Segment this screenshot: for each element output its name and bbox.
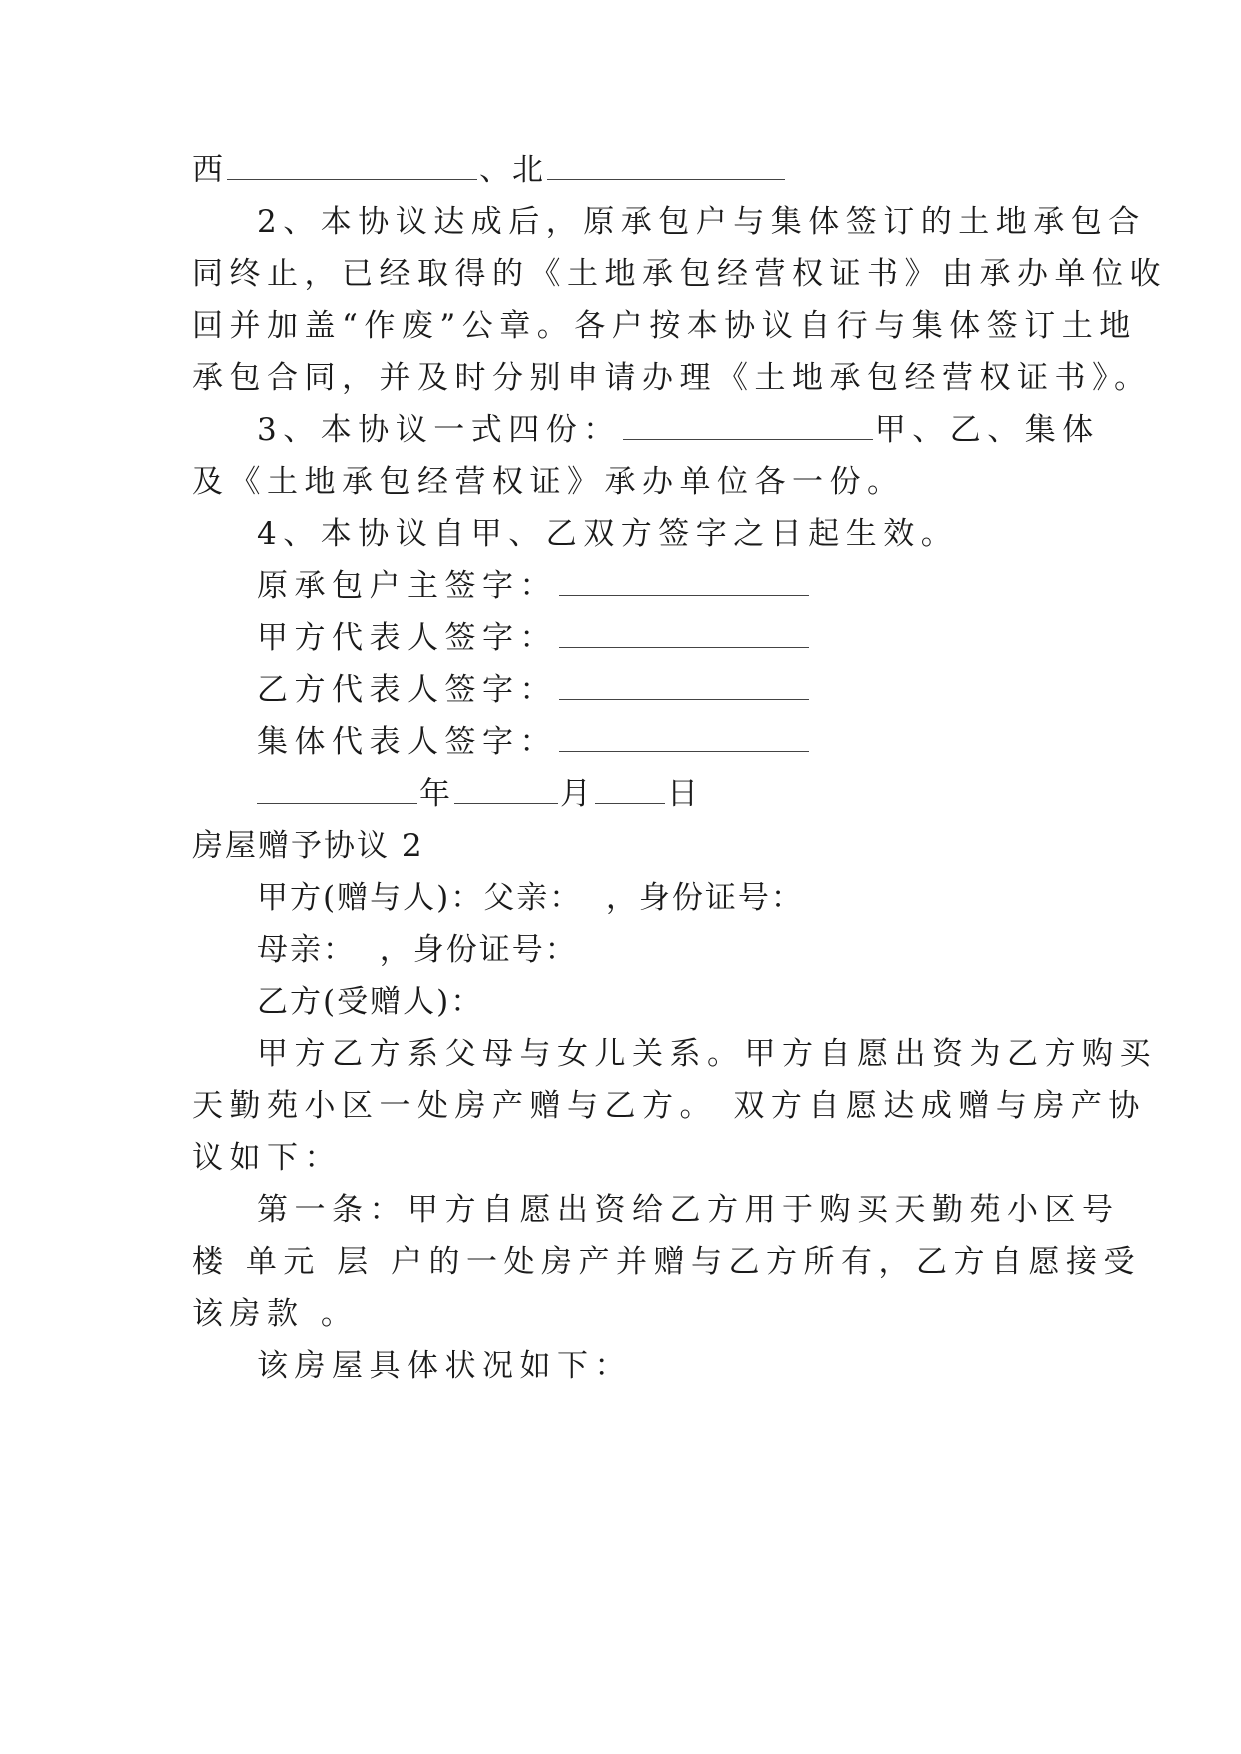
- house-condition-heading: 该房屋具体状况如下：: [257, 1348, 632, 1384]
- party-a-donor: 甲方(赠与人)：父亲： ，身份证号：: [257, 880, 804, 916]
- blank-north: [547, 153, 785, 180]
- signature-label-original: 原承包户主签字：: [257, 568, 557, 604]
- blank-year: [257, 777, 417, 804]
- signature-blank-original: [559, 569, 809, 596]
- blank-month: [454, 777, 558, 804]
- signature-collective: [257, 722, 811, 762]
- signature-label-party-b: 乙方代表人签字：: [257, 672, 557, 708]
- party-b-recipient: 乙方(受赠人)：: [257, 984, 484, 1020]
- clause-2-line-3: 回并加盖“作废”公章。各户按本协议自行与集体签订土地: [192, 308, 1137, 344]
- clause-3-line-2: 及《土地承包经营权证》承办单位各一份。: [192, 464, 905, 500]
- clause-2-line-1: 2、本协议达成后，原承包户与集体签订的土地承包合: [257, 204, 1146, 240]
- signature-blank-collective: [559, 725, 809, 752]
- boundary-line-west-north: [192, 150, 787, 190]
- signature-party-b: [257, 670, 811, 710]
- clause-3-text-a: 3、本协议一式四份：: [257, 412, 621, 448]
- signature-label-collective: 集体代表人签字：: [257, 724, 557, 760]
- clause-2-line-2: 同终止，已经取得的《土地承包经营权证书》由承办单位收: [192, 256, 1167, 292]
- date-month-label: 月: [560, 776, 593, 812]
- party-a-mother: 母亲： ，身份证号：: [257, 932, 578, 968]
- signature-blank-party-a: [559, 621, 809, 648]
- blank-copies: [623, 413, 873, 440]
- signature-label-party-a: 甲方代表人签字：: [257, 620, 557, 656]
- article-1-line-1: 第一条：甲方自愿出资给乙方用于购买天勤苑小区号: [257, 1192, 1120, 1228]
- relationship-line-2: 天勤苑小区一处房产赠与乙方。 双方自愿达成赠与房产协: [192, 1088, 1146, 1124]
- signature-blank-party-b: [559, 673, 809, 700]
- blank-day: [595, 777, 665, 804]
- text-west: 西: [192, 152, 225, 188]
- relationship-line-3: 议如下：: [192, 1140, 342, 1176]
- signature-party-a: [257, 618, 811, 658]
- section-title-gift-agreement-2: 房屋赠予协议 2: [192, 828, 424, 864]
- signature-original-household: [257, 566, 811, 606]
- article-1-line-2: 楼 单元 层 户的一处房产并赠与乙方所有，乙方自愿接受: [192, 1244, 1142, 1280]
- blank-west: [227, 153, 477, 180]
- date-year-label: 年: [419, 776, 452, 812]
- date-line: [257, 774, 700, 814]
- date-day-label: 日: [667, 776, 700, 812]
- relationship-line-1: 甲方乙方系父母与女儿关系。甲方自愿出资为乙方购买: [257, 1036, 1157, 1072]
- clause-3-text-b: 甲、乙、集体: [874, 412, 1100, 448]
- clause-2-line-4: 承包合同，并及时分别申请办理《土地承包经营权证书》。: [192, 360, 1152, 396]
- text-north: 、北: [479, 152, 545, 188]
- clause-4: 4、本协议自甲、乙双方签字之日起生效。: [257, 516, 959, 552]
- article-1-line-3: 该房款 。: [192, 1296, 359, 1332]
- clause-3-line-1: [257, 410, 1100, 450]
